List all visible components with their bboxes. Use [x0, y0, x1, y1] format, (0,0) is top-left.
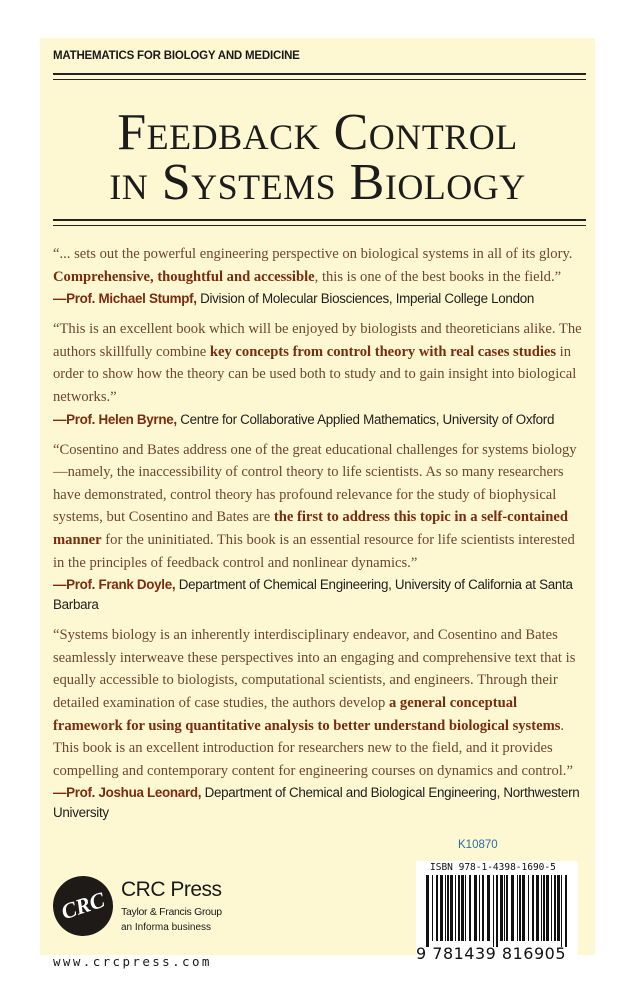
- publisher-group: Taylor & Francis Group: [121, 906, 222, 918]
- author-name: —Prof. Joshua Leonard,: [53, 785, 202, 801]
- author-affiliation: Division of Molecular Biosciences, Imperial College London: [196, 291, 535, 307]
- barcode-bar: [511, 875, 514, 941]
- endorsements: [53, 243, 588, 832]
- quote-segment: in order to show how the theory can be used both to study and to gain insight into biological networks.”: [53, 343, 577, 405]
- barcode-bar: [551, 875, 552, 941]
- quote-highlight: the first to address this topic in a self-contained manner: [53, 509, 568, 548]
- barcode-bar: [465, 875, 466, 941]
- endorsement: [53, 318, 588, 429]
- publisher-website: www.crcpress.com: [53, 954, 212, 969]
- quote-segment: . This book is an excellent introduction for researchers new to the field, and it provides compelling and contemporary content for engineering courses on dynamics and control.”: [53, 717, 573, 779]
- quote-highlight: a general conceptual framework for using quantitative analysis to better understand biological systems: [53, 694, 561, 734]
- barcode-bar: [528, 875, 529, 941]
- isbn-barcode: [416, 861, 578, 964]
- quote-text: [53, 243, 588, 288]
- crc-logo-icon: CRC: [45, 868, 121, 944]
- barcode-bar: [561, 875, 562, 947]
- title-line-1: Feedback Control: [117, 104, 518, 161]
- author-affiliation: Department of Chemical Engineering, University of California at Santa Barbara: [53, 577, 573, 613]
- barcode-bar: [536, 875, 539, 941]
- attribution: [53, 575, 588, 615]
- quote-highlight: key concepts from control theory with real cases studies: [209, 343, 557, 360]
- quote-segment: for the uninitiated. This book is an essential resource for life scientists interested in the principles of feedback control and nonlinear dynamics.”: [53, 531, 575, 571]
- isbn-text: ISBN 978-1-4398-1690-5: [430, 862, 556, 873]
- quote-highlight: Comprehensive, thoughtful and accessible: [53, 268, 315, 285]
- quote-text: [53, 439, 588, 575]
- barcode-bar: [504, 875, 505, 941]
- barcode-bar: [546, 875, 549, 941]
- barcode-bar: [557, 875, 560, 941]
- publisher-tagline: an Informa business: [121, 922, 212, 933]
- barcode-bar: [482, 875, 484, 941]
- author-affiliation: Centre for Collaborative Applied Mathematics, University of Oxford: [176, 411, 555, 427]
- title-line-2: in Systems Biology: [109, 154, 526, 211]
- author-name: —Prof. Michael Stumpf,: [53, 291, 197, 307]
- barcode-bar: [440, 875, 443, 941]
- barcode-bar: [500, 875, 503, 941]
- attribution: [53, 783, 588, 823]
- quote-segment: “This is an excellent book which will be enjoyed by biologists and theoreticians alike. The authors skillfully combine: [53, 321, 582, 360]
- endorsement: [53, 243, 588, 309]
- attribution: [53, 289, 588, 309]
- series-name: MATHEMATICS FOR BIOLOGY AND MEDICINE: [53, 50, 300, 62]
- barcode-bar: [426, 875, 429, 947]
- endorsement: [53, 439, 588, 616]
- barcode-bar: [496, 875, 498, 947]
- barcode-bar: [447, 875, 449, 941]
- catalog-code: K10870: [458, 839, 498, 851]
- barcode-bar: [479, 875, 480, 941]
- barcode-bar: [543, 875, 545, 941]
- barcode-bar: [445, 875, 446, 941]
- quote-segment: “... sets out the powerful engineering perspective on biological systems in all of its glory.: [53, 246, 573, 262]
- barcode-bar: [565, 875, 567, 947]
- barcode-bar: [487, 875, 490, 941]
- barcode-bar: [493, 875, 494, 947]
- barcode-bar: [519, 875, 521, 941]
- barcode-bar: [554, 875, 556, 941]
- quote-segment: “Systems biology is an inherently interdisciplinary endeavor, and Cosentino and Bates seamlessly interweave these perspectives into an engaging and comprehensive text that is equally accessible to biologists, computational scientists, and engineers. Through their detailed examination of case studies, the authors develop: [53, 627, 576, 711]
- barcode-bar: [522, 875, 525, 941]
- title-rule-bottom: [53, 219, 586, 226]
- author-affiliation: Department of Chemical and Biological Engineering, Northwestern University: [53, 785, 580, 821]
- quote-text: [53, 624, 588, 782]
- author-name: —Prof. Helen Byrne,: [53, 411, 177, 427]
- quote-segment: , this is one of the best books in the field.”: [314, 268, 562, 285]
- attribution: [53, 410, 588, 430]
- barcode-bar: [517, 875, 518, 941]
- barcode-bar: [469, 875, 471, 941]
- barcode-bar: [450, 875, 453, 941]
- barcode-bar: [455, 875, 456, 941]
- barcode-bar: [474, 875, 477, 941]
- barcode-bar: [458, 875, 460, 941]
- quote-text: [53, 318, 588, 408]
- title-rule-top: [53, 73, 586, 80]
- publisher-name: CRC Press: [121, 878, 222, 901]
- barcode-bar: [506, 875, 508, 941]
- barcode-bar: [541, 875, 542, 941]
- author-name: —Prof. Frank Doyle,: [53, 577, 176, 593]
- barcode-bar: [461, 875, 464, 941]
- barcode-number: 9 781439 816905: [416, 944, 567, 963]
- barcode-bar: [432, 875, 433, 941]
- quote-segment: “Cosentino and Bates address one of the great educational challenges for systems biology—namely, the inaccessibility of control theory to life scientists. As so many researchers have demonstrated, control theory has profound relevance for the study of biophysical systems, but Cosentino and Bates are: [53, 441, 577, 526]
- barcode-bar: [532, 875, 534, 941]
- barcode-bars: [426, 875, 568, 947]
- endorsement: [53, 624, 588, 823]
- barcode-bar: [436, 875, 438, 941]
- back-cover: [40, 38, 595, 969]
